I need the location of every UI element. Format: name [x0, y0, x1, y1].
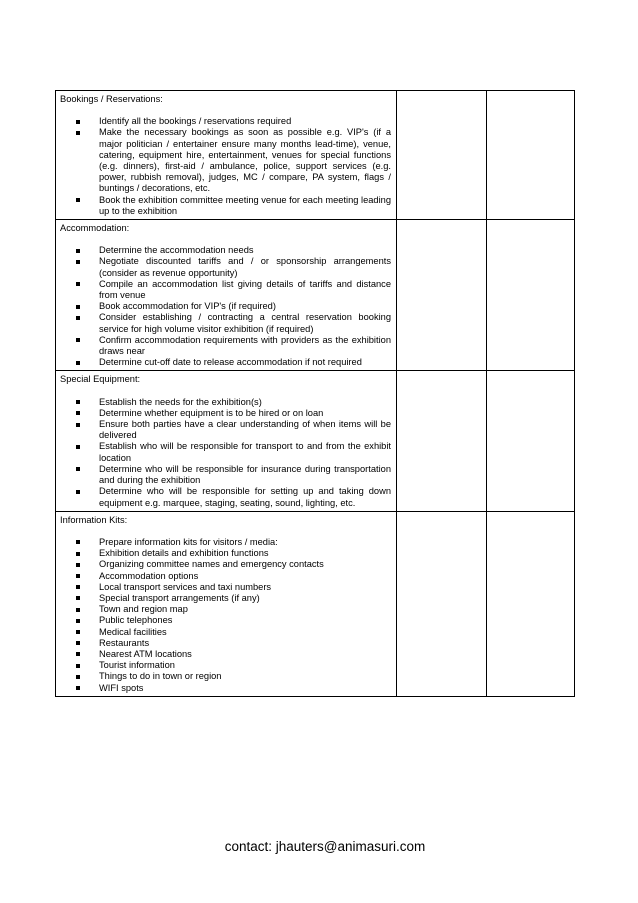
- list-item-text: Make the necessary bookings as soon as possible e.g. VIP's (if a major politician / entertainer ensure many months lead-time), venue, catering, equipment hire, entertainment, venues for special functions (e.g. dinners), first-aid / ambulance, police, support services (e.g. power, rubbish removal), judges, MC / compare, PA system, flags / buntings / decorations, etc.: [99, 127, 391, 194]
- list-item: [60, 486, 391, 508]
- list-item: [60, 408, 391, 419]
- list-item-text: Determine the accommodation needs: [99, 245, 254, 256]
- square-bullet-icon: [76, 467, 80, 471]
- checklist-body: [56, 91, 575, 697]
- list-item-text: Compile an accommodation list giving details of tariffs and distance from venue: [99, 278, 391, 301]
- section-content: [56, 371, 396, 510]
- list-item: [60, 582, 391, 593]
- list-item: [60, 638, 391, 649]
- list-item: [60, 537, 391, 548]
- section-task-cell: [56, 91, 397, 220]
- list-item-text: Town and region map: [99, 604, 188, 615]
- list-item: [60, 335, 391, 357]
- square-bullet-icon: [76, 400, 80, 404]
- section-title: Bookings / Reservations:: [60, 94, 163, 104]
- list-item: [60, 195, 391, 217]
- list-item: [60, 397, 391, 408]
- list-item-text: Book accommodation for VIP's (if required): [99, 301, 276, 312]
- list-item: [60, 571, 391, 582]
- list-item: [60, 593, 391, 604]
- list-item: [60, 301, 391, 312]
- square-bullet-icon: [76, 563, 80, 567]
- list-item-text: Organizing committee names and emergency contacts: [99, 559, 324, 570]
- list-item: [60, 357, 391, 368]
- list-item-text: Things to do in town or region: [99, 671, 222, 682]
- status-cell: [397, 220, 487, 371]
- square-bullet-icon: [76, 608, 80, 612]
- square-bullet-icon: [76, 641, 80, 645]
- list-item: [60, 683, 391, 694]
- section-content: [56, 220, 396, 370]
- list-item-text: Confirm accommodation requirements with providers as the exhibition draws near: [99, 334, 391, 357]
- square-bullet-icon: [76, 630, 80, 634]
- list-item-text: Book the exhibition committee meeting venue for each meeting leading up to the exhibition: [99, 194, 391, 216]
- list-item: [60, 279, 391, 301]
- section-title: Information Kits:: [60, 514, 128, 525]
- section-title: Accommodation:: [60, 223, 130, 234]
- list-item: [60, 312, 391, 334]
- square-bullet-icon: [76, 260, 80, 264]
- list-item: [60, 559, 391, 570]
- section-content: [56, 512, 396, 696]
- list-item-text: Determine whether equipment is to be hired or on loan: [99, 407, 324, 418]
- list-item: [60, 660, 391, 671]
- square-bullet-icon: [76, 574, 80, 578]
- notes-cell: [487, 220, 575, 371]
- list-item: [60, 627, 391, 638]
- list-item-text: Establish the needs for the exhibition(s): [99, 396, 262, 407]
- list-item-text: Determine who will be responsible for insurance during transportation and during the exhibition: [99, 463, 391, 486]
- notes-cell: [487, 91, 575, 220]
- list-item-text: Public telephones: [99, 615, 173, 626]
- square-bullet-icon: [76, 540, 80, 544]
- checklist-section-row: [56, 511, 575, 696]
- list-item-text: Local transport services and taxi numbers: [99, 581, 272, 592]
- square-bullet-icon: [76, 596, 80, 600]
- square-bullet-icon: [76, 652, 80, 656]
- list-item-text: WIFI spots: [99, 682, 144, 693]
- list-item: [60, 649, 391, 660]
- list-item: [60, 127, 391, 194]
- list-item-text: Determine cut-off date to release accommodation if not required: [99, 357, 362, 368]
- contact-footer: contact: jhauters@animasuri.com: [224, 839, 426, 854]
- square-bullet-icon: [76, 316, 80, 320]
- list-item: [60, 116, 391, 127]
- section-title: Special Equipment:: [60, 374, 141, 385]
- square-bullet-icon: [76, 664, 80, 668]
- square-bullet-icon: [76, 619, 80, 623]
- status-cell: [397, 511, 487, 696]
- checklist-table: [55, 90, 575, 697]
- square-bullet-icon: [76, 490, 80, 494]
- list-item-text: Tourist information: [99, 660, 175, 671]
- square-bullet-icon: [76, 423, 80, 427]
- section-content: [56, 91, 396, 219]
- list-item-text: Identify all the bookings / reservations required: [99, 116, 292, 127]
- square-bullet-icon: [76, 585, 80, 589]
- list-item-text: Establish who will be responsible for transport to and from the exhibit location: [99, 441, 391, 463]
- checklist-section-row: [56, 220, 575, 371]
- list-item: [60, 245, 391, 256]
- notes-cell: [487, 371, 575, 511]
- checklist-section-row: [56, 371, 575, 511]
- list-item-text: Negotiate discounted tariffs and / or sponsorship arrangements (consider as revenue opportunity): [99, 256, 391, 278]
- square-bullet-icon: [76, 675, 80, 679]
- list-item-text: Special transport arrangements (if any): [99, 592, 260, 603]
- list-item-text: Consider establishing / contracting a central reservation booking service for high volume visitor exhibition (if required): [99, 312, 391, 334]
- list-item-text: Medical facilities: [99, 626, 167, 637]
- section-item-list: [60, 116, 391, 217]
- section-task-cell: [56, 220, 397, 371]
- square-bullet-icon: [76, 361, 80, 365]
- checklist-section-row: [56, 91, 575, 220]
- notes-cell: [487, 511, 575, 696]
- status-cell: [397, 371, 487, 511]
- list-item-text: Restaurants: [99, 637, 150, 648]
- list-item: [60, 441, 391, 463]
- square-bullet-icon: [76, 686, 80, 690]
- list-item-text: Prepare information kits for visitors / media:: [99, 536, 278, 547]
- square-bullet-icon: [76, 131, 80, 135]
- list-item: [60, 419, 391, 441]
- square-bullet-icon: [76, 552, 80, 556]
- list-item-text: Exhibition details and exhibition functions: [99, 548, 269, 559]
- list-item: [60, 615, 391, 626]
- square-bullet-icon: [76, 411, 80, 415]
- section-item-list: [60, 397, 391, 509]
- square-bullet-icon: [76, 305, 80, 309]
- list-item: [60, 464, 391, 486]
- square-bullet-icon: [76, 445, 80, 449]
- list-item: [60, 671, 391, 682]
- square-bullet-icon: [76, 198, 80, 202]
- square-bullet-icon: [76, 282, 80, 286]
- square-bullet-icon: [76, 120, 80, 124]
- list-item-text: Accommodation options: [99, 570, 199, 581]
- list-item: [60, 604, 391, 615]
- square-bullet-icon: [76, 338, 80, 342]
- list-item-text: Ensure both parties have a clear understanding of when items will be delivered: [99, 419, 391, 441]
- list-item: [60, 548, 391, 559]
- section-task-cell: [56, 371, 397, 511]
- list-item: [60, 256, 391, 278]
- square-bullet-icon: [76, 249, 80, 253]
- section-task-cell: [56, 511, 397, 696]
- list-item-text: Determine who will be responsible for setting up and taking down equipment e.g. marquee, staging, seating, sound, lighting, etc.: [99, 486, 391, 508]
- status-cell: [397, 91, 487, 220]
- section-item-list: [60, 245, 391, 368]
- section-item-list: [60, 537, 391, 694]
- list-item-text: Nearest ATM locations: [99, 648, 192, 659]
